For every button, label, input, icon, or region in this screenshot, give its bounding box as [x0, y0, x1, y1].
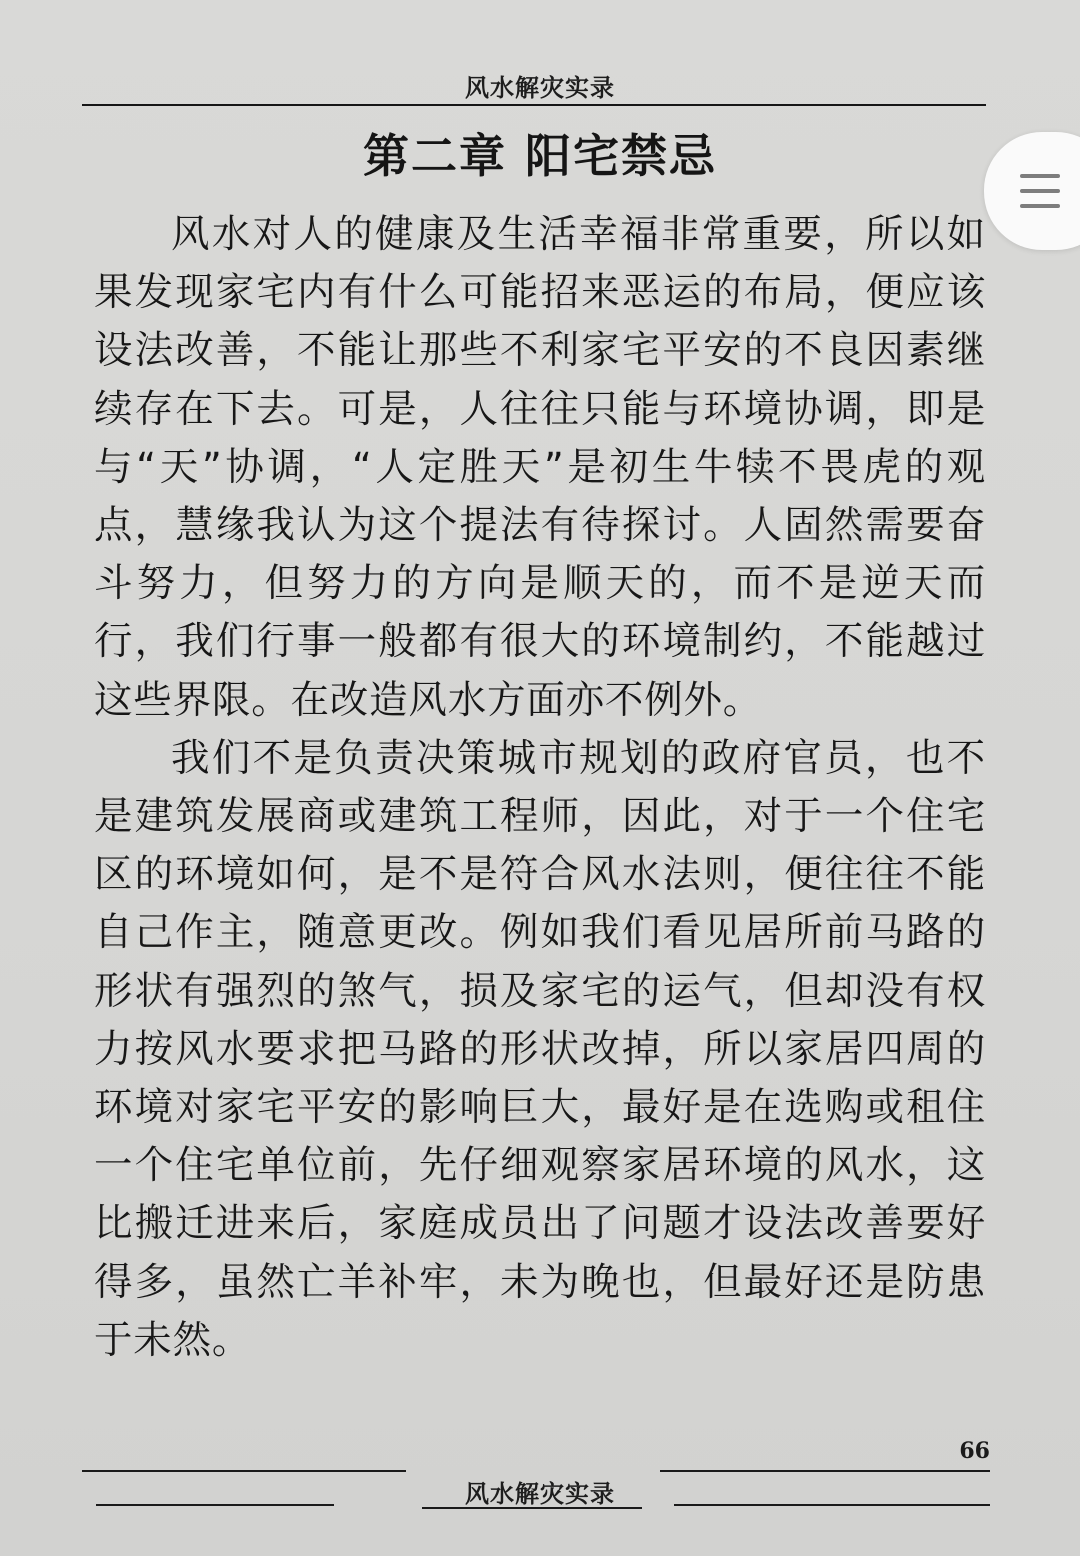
- page-number: 66: [959, 1438, 990, 1464]
- menu-icon-line-middle: [1020, 189, 1060, 193]
- paragraph-1: 风水对人的健康及生活幸福非常重要，所以如果发现家宅内有什么可能招来恶运的布局，便应该设法改善，不能让那些不利家宅平安的不良因素继续存在下去。可是，人往往只能与环境协调，即是与“天”协调，“人定胜天”是初生牛犊不畏虎的观点，慧缘我认为这个提法有待探讨。人固然需要奋斗努力，但努力的方向是顺天的，而不是逆天而行，我们行事一般都有很大的环境制约，不能越过这些界限。在改造风水方面亦不例外。: [94, 212, 986, 723]
- header-rule: [82, 104, 986, 106]
- menu-icon-line-top: [1020, 174, 1060, 178]
- chapter-body: [94, 206, 986, 1370]
- chapter-title: 第二章 阳宅禁忌: [362, 129, 717, 183]
- running-header-title: 风水解灾实录: [465, 74, 615, 102]
- footer-rule-left-top: [82, 1470, 406, 1472]
- running-footer-title: 风水解灾实录: [465, 1480, 615, 1508]
- footer-rule-right-top: [660, 1470, 990, 1472]
- menu-icon-line-bottom: [1020, 204, 1060, 208]
- hamburger-menu-icon: [1020, 174, 1060, 208]
- paragraph-2: 我们不是负责决策城市规划的政府官员，也不是建筑发展商或建筑工程师，因此，对于一个住宅区的环境如何，是不是符合风水法则，便往往不能自己作主，随意更改。例如我们看见居所前马路的形状有强烈的煞气，损及家宅的运气，但却没有权力按风水要求把马路的形状改掉，所以家居四周的环境对家宅平安的影响巨大，最好是在选购或租住一个住宅单位前，先仔细观察家居环境的风水，这比搬迁进来后，家庭成员出了问题才设法改善要好得多，虽然亡羊补牢，未为晚也，但最好还是防患于未然。: [94, 735, 986, 1363]
